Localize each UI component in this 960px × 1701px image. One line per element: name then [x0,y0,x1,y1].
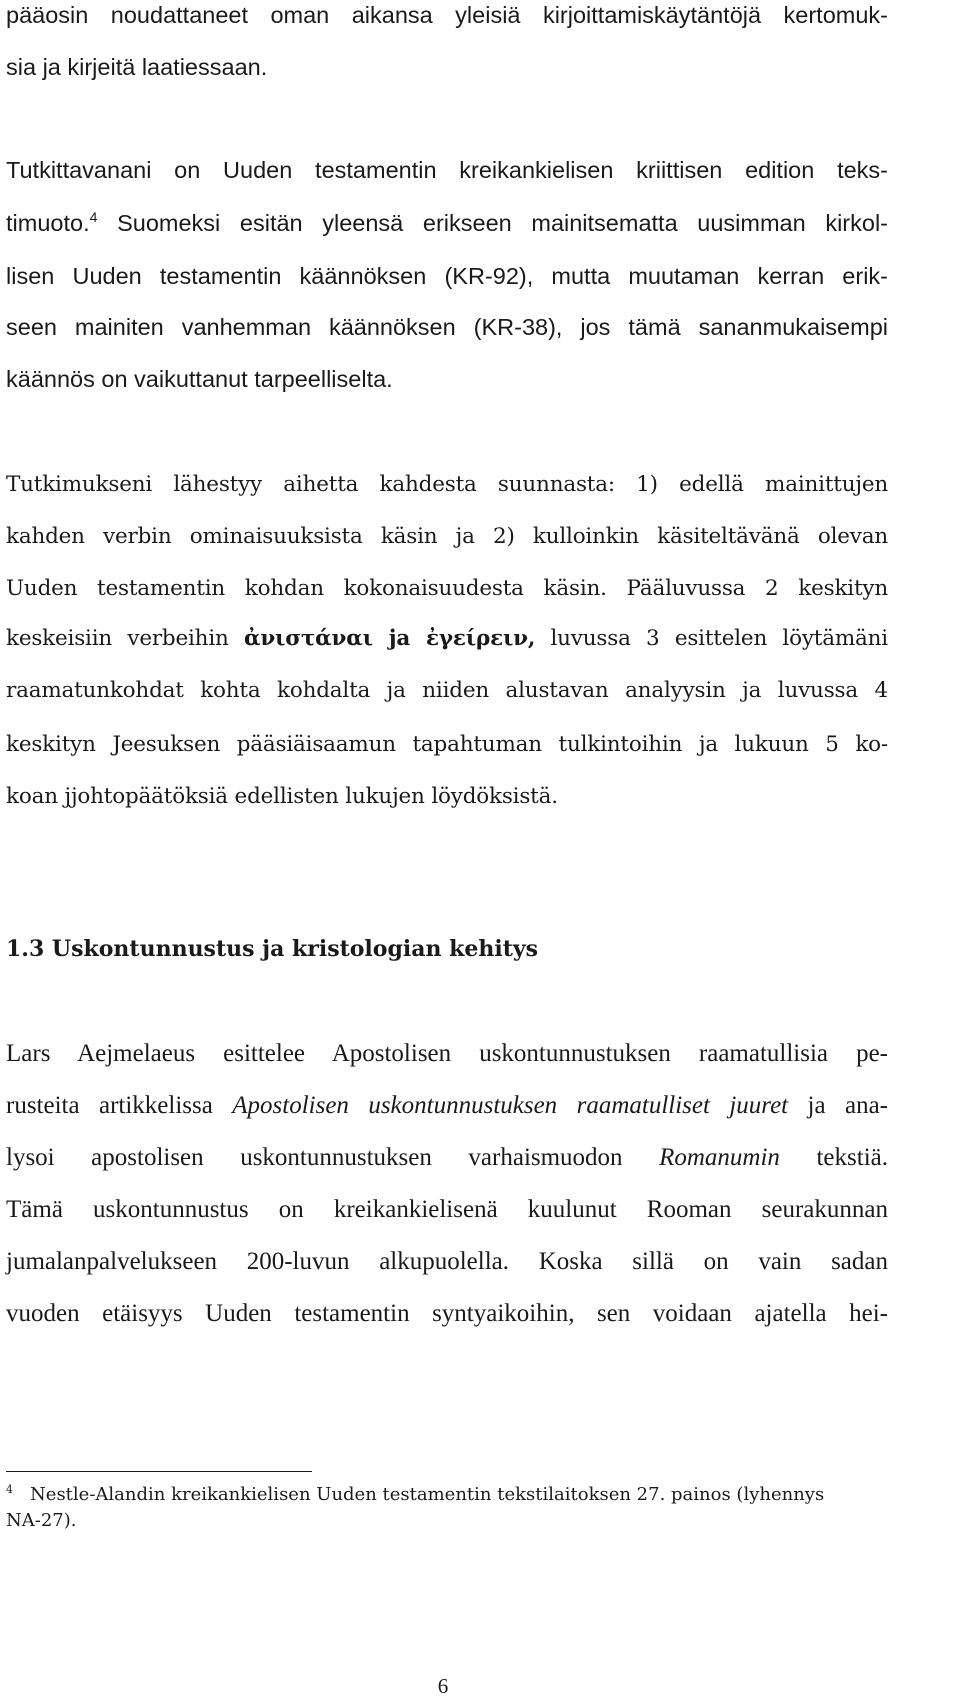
paragraph-4-line-3 [6,1144,888,1172]
paragraph-4-line-3-start: lysoi apostolisen uskontunnustuksen varhaismuodon [6,1144,660,1171]
paragraph-3-line-7: koan jjohtopäätöksiä edellisten lukujen löydöksistä. [6,784,558,809]
page-number: 6 [437,1674,449,1698]
paragraph-2-line-2 [6,210,888,237]
paragraph-2-line-2-start: timuoto. [6,210,90,236]
paragraph-3-line-4 [6,626,888,651]
paragraph-4-line-2-start: rusteita artikkelissa [6,1092,233,1119]
paragraph-4-line-1: Lars Aejmelaeus esittelee Apostolisen uskontunnustuksen raamatullisia pe- [6,1040,888,1067]
paragraph-2-line-5: käännös on vaikuttanut tarpeelliselta. [6,366,393,392]
paragraph-2-line-3: lisen Uuden testamentin käännöksen (KR-92), mutta muutaman kerran erik- [6,263,888,289]
footnote-reference: 4 [89,209,98,226]
footnote-separator [6,1471,312,1472]
footnote-line-2: NA-27). [6,1510,77,1531]
greek-verbs: ἀνιστάναι ja ἐγείρειν, [243,626,536,651]
paragraph-3-line-4-rest: luvussa 3 esittelen löytämäni [535,626,888,651]
footnote-marker: 4 [6,1483,13,1496]
paragraph-2-line-1: Tutkittavanani on Uuden testamentin kreikankielisen kriittisen edition teks- [6,157,888,183]
article-title: Apostolisen uskontunnustuksen raamatulliset juuret [232,1092,789,1119]
romanum-term: Romanumin [659,1144,780,1171]
paragraph-2-line-2-rest: Suomeksi esitän yleensä erikseen mainitsematta uusimman kirkol- [97,210,888,236]
paragraph-3-line-2: kahden verbin ominaisuuksista käsin ja 2) kulloinkin käsiteltävänä olevan [6,524,888,549]
footnote-text: Nestle-Alandin kreikankielisen Uuden testamentin tekstilaitoksen 27. painos (lyhennys [30,1484,825,1505]
paragraph-4-line-2 [6,1092,888,1120]
paragraph-3-line-4-start: keskeisiin verbeihin [6,626,244,651]
paragraph-4-line-3-rest: tekstiä. [779,1144,888,1171]
paragraph-1-line-2: sia ja kirjeitä laatiessaan. [6,54,268,80]
paragraph-4-line-4: Tämä uskontunnustus on kreikankielisenä kuulunut Rooman seurakunnan [6,1196,888,1223]
paragraph-4-line-6: vuoden etäisyys Uuden testamentin syntyaikoihin, sen voidaan ajatella hei- [6,1300,888,1327]
paragraph-1-line-1: pääosin noudattaneet oman aikansa yleisiä kirjoittamiskäytäntöjä kertomuk- [6,2,888,28]
paragraph-4-line-5: jumalanpalvelukseen 200-luvun alkupuolella. Koska sillä on vain sadan [6,1248,888,1275]
paragraph-3-line-6: keskityn Jeesuksen pääsiäisaamun tapahtuman tulkintoihin ja lukuun 5 ko- [6,732,888,757]
paragraph-3-line-5: raamatunkohdat kohta kohdalta ja niiden alustavan analyysin ja luvussa 4 [6,678,888,703]
paragraph-4-line-2-rest: ja ana- [788,1092,888,1119]
paragraph-2-line-4: seen mainiten vanhemman käännöksen (KR-38), jos tämä sananmukaisempi [6,314,888,340]
footnote-line-1 [6,1484,886,1505]
section-heading: 1.3 Uskontunnustus ja kristologian kehitys [6,936,539,962]
paragraph-3-line-1: Tutkimukseni lähestyy aihetta kahdesta suunnasta: 1) edellä mainittujen [6,472,888,497]
paragraph-3-line-3: Uuden testamentin kohdan kokonaisuudesta käsin. Pääluvussa 2 keskityn [6,576,888,601]
